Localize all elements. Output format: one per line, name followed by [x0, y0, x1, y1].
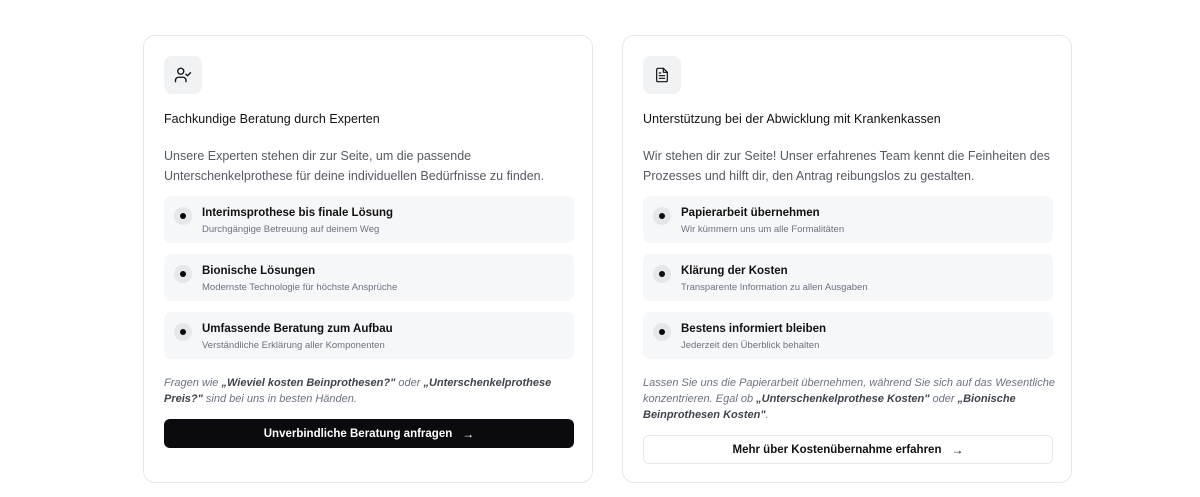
feature-item	[164, 254, 574, 301]
feature-subtitle: Jederzeit den Überblick behalten	[681, 340, 820, 351]
arrow-right-icon: →	[951, 442, 964, 457]
learn-cost-coverage-button[interactable]	[643, 435, 1053, 464]
card-description: Wir stehen dir zur Seite! Unser erfahrenes Team kennt die Feinheiten des Prozesses und hilft dir, den Antrag reibungslos zu gestalten.	[643, 149, 1050, 183]
feature-title: Papierarbeit übernehmen	[681, 207, 820, 219]
card-description: Unsere Experten stehen dir zur Seite, um die passende Unterschenkelprothese für deine individuellen Bedürfnisse zu finden.	[164, 149, 545, 183]
button-label: Mehr über Kostenübernahme erfahren	[732, 443, 942, 456]
card-title: Unterstützung bei der Abwicklung mit Krankenkassen	[643, 112, 941, 126]
bullet-icon	[174, 265, 192, 283]
document-icon	[643, 56, 681, 94]
feature-title: Bionische Lösungen	[202, 265, 316, 277]
note-keyword: „Wieviel kosten Beinprothesen?"	[221, 377, 396, 389]
feature-item	[164, 196, 574, 243]
note-text: .	[765, 409, 769, 421]
note-text: sind bei uns in besten Händen.	[202, 393, 357, 405]
arrow-right-icon: →	[462, 426, 475, 441]
note-text: Fragen wie	[164, 377, 222, 389]
feature-title: Klärung der Kosten	[681, 265, 788, 277]
insurance-note	[643, 375, 1063, 423]
note-text: Lassen Sie uns die Papierarbeit übernehmen, während Sie sich auf das Wesentliche konzentrieren. Egal ob	[643, 377, 1055, 405]
feature-subtitle: Durchgängige Betreuung auf deinem Weg	[202, 224, 380, 235]
bullet-icon	[653, 323, 671, 341]
feature-title: Bestens informiert bleiben	[681, 323, 827, 335]
bullet-icon	[653, 207, 671, 225]
request-consultation-button[interactable]	[164, 419, 574, 448]
bullet-icon	[174, 323, 192, 341]
insurance-card	[622, 35, 1072, 483]
feature-subtitle: Verständliche Erklärung aller Komponenten	[202, 340, 385, 351]
note-text: oder	[395, 377, 424, 389]
feature-item	[164, 312, 574, 359]
feature-item	[643, 254, 1053, 301]
feature-subtitle: Transparente Information zu allen Ausgaben	[681, 282, 868, 293]
note-keyword: „Bionische Beinprothesen Kosten"	[643, 393, 1016, 421]
faq-note	[164, 375, 584, 407]
bullet-icon	[653, 265, 671, 283]
button-label: Unverbindliche Beratung anfragen	[263, 427, 453, 440]
feature-title: Umfassende Beratung zum Aufbau	[202, 323, 393, 335]
bullet-icon	[174, 207, 192, 225]
feature-item	[643, 312, 1053, 359]
feature-title: Interimsprothese bis finale Lösung	[202, 207, 394, 219]
user-check-icon	[164, 56, 202, 94]
note-keyword: „Unterschenkelprothese Kosten"	[756, 393, 930, 405]
note-keyword: „Unterschenkelprothese Preis?"	[164, 377, 552, 405]
feature-subtitle: Wir kümmern uns um alle Formalitäten	[681, 224, 845, 235]
note-text: oder	[929, 393, 958, 405]
feature-subtitle: Modernste Technologie für höchste Ansprüche	[202, 282, 398, 293]
card-title: Fachkundige Beratung durch Experten	[164, 112, 380, 126]
feature-item	[643, 196, 1053, 243]
consultation-card	[143, 35, 593, 483]
